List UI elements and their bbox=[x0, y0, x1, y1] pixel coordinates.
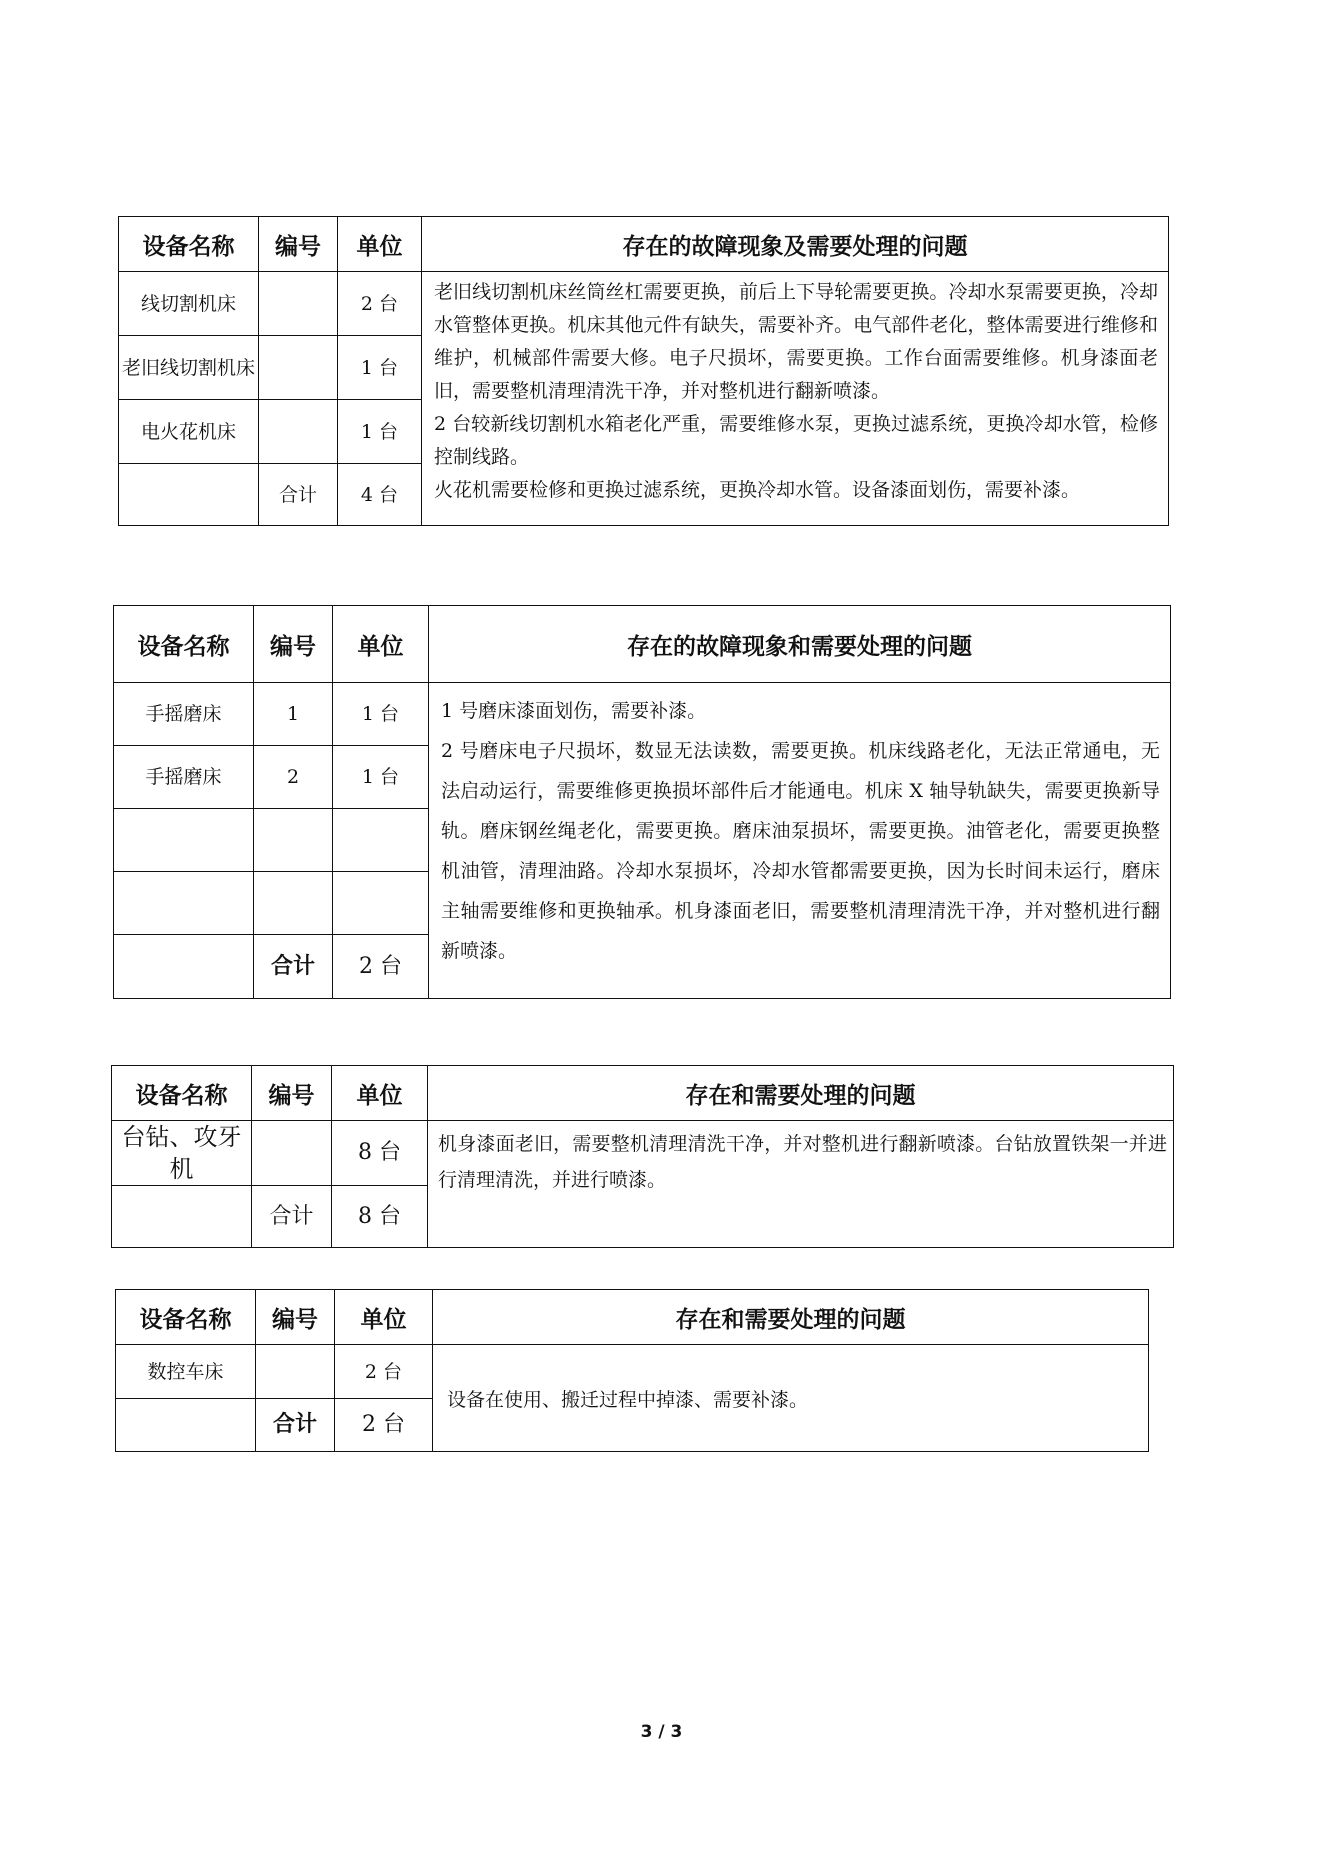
issue-paragraph: 老旧线切割机床丝筒丝杠需要更换，前后上下导轮需要更换。冷却水泵需要更换，冷却水管整体更换。机床其他元件有缺失，需要补齐。电气部件老化，整体需要进行维修和维护，机械部件需要大修。电子尺损坏，需要更换。工作台面需要维修。机身漆面老旧，需要整机清理清洗干净，并对整机进行翻新喷漆。 bbox=[434, 281, 1158, 402]
cell-number bbox=[254, 809, 333, 872]
cell-unit bbox=[333, 809, 429, 872]
cell-equipment-name: 数控车床 bbox=[116, 1345, 256, 1399]
cell-total-label: 合计 bbox=[254, 935, 333, 999]
cell-number bbox=[252, 1121, 332, 1186]
cell-total-label: 合计 bbox=[256, 1399, 335, 1452]
header-equipment-name: 设备名称 bbox=[114, 606, 254, 683]
header-number: 编号 bbox=[259, 217, 338, 272]
equipment-table-drill bbox=[111, 1065, 1174, 1248]
header-unit: 单位 bbox=[335, 1290, 433, 1345]
issues-description bbox=[433, 1345, 1149, 1452]
cell-number bbox=[259, 336, 338, 400]
cell-equipment-name bbox=[112, 1186, 252, 1248]
cell-number bbox=[259, 272, 338, 336]
cell-equipment-name: 电火花机床 bbox=[119, 400, 259, 464]
cell-equipment-name: 线切割机床 bbox=[119, 272, 259, 336]
issues-description bbox=[422, 272, 1169, 526]
issue-paragraph: 设备在使用、搬迁过程中掉漆、需要补漆。 bbox=[447, 1388, 809, 1411]
page-number: 3 / 3 bbox=[640, 1722, 683, 1742]
cell-number bbox=[256, 1345, 335, 1399]
header-issues: 存在和需要处理的问题 bbox=[433, 1290, 1149, 1345]
cell-equipment-name: 手摇磨床 bbox=[114, 746, 254, 809]
issue-paragraph: 2 台较新线切割机水箱老化严重，需要维修水泵，更换过滤系统，更换冷却水管，检修控制线路。 bbox=[434, 413, 1158, 468]
equipment-table-grinder bbox=[113, 605, 1171, 999]
cell-equipment-name: 老旧线切割机床 bbox=[119, 336, 259, 400]
cell-equipment-name bbox=[114, 935, 254, 999]
issues-description bbox=[428, 1121, 1174, 1248]
cell-number bbox=[259, 400, 338, 464]
cell-unit: 1 台 bbox=[338, 400, 422, 464]
header-unit: 单位 bbox=[338, 217, 422, 272]
cell-equipment-name bbox=[114, 872, 254, 935]
cell-total-label: 合计 bbox=[252, 1186, 332, 1248]
issue-paragraph: 机身漆面老旧，需要整机清理清洗干净，并对整机进行翻新喷漆。台钻放置铁架一并进行清理清洗，并进行喷漆。 bbox=[438, 1133, 1167, 1191]
header-issues: 存在的故障现象及需要处理的问题 bbox=[422, 217, 1169, 272]
cell-equipment-name: 手摇磨床 bbox=[114, 683, 254, 746]
cell-total-unit: 8 台 bbox=[332, 1186, 428, 1248]
header-issues: 存在和需要处理的问题 bbox=[428, 1066, 1174, 1121]
cell-total-label: 合计 bbox=[259, 464, 338, 526]
cell-unit: 1 台 bbox=[333, 683, 429, 746]
equipment-table-cnc-lathe bbox=[115, 1289, 1149, 1452]
cell-number: 1 bbox=[254, 683, 333, 746]
cell-number: 2 bbox=[254, 746, 333, 809]
issue-paragraph: 火花机需要检修和更换过滤系统，更换冷却水管。设备漆面划伤，需要补漆。 bbox=[434, 479, 1081, 501]
issue-paragraph: 1 号磨床漆面划伤，需要补漆。 bbox=[441, 700, 707, 722]
cell-equipment-name: 台钻、攻牙机 bbox=[112, 1121, 252, 1186]
cell-unit: 2 台 bbox=[338, 272, 422, 336]
cell-total-unit: 2 台 bbox=[333, 935, 429, 999]
cell-unit: 2 台 bbox=[335, 1345, 433, 1399]
equipment-table-wire-cutting bbox=[118, 216, 1169, 526]
cell-unit: 8 台 bbox=[332, 1121, 428, 1186]
header-number: 编号 bbox=[252, 1066, 332, 1121]
cell-total-unit: 4 台 bbox=[338, 464, 422, 526]
header-equipment-name: 设备名称 bbox=[112, 1066, 252, 1121]
issues-description bbox=[429, 683, 1171, 999]
header-equipment-name: 设备名称 bbox=[116, 1290, 256, 1345]
cell-unit: 1 台 bbox=[338, 336, 422, 400]
header-number: 编号 bbox=[256, 1290, 335, 1345]
header-equipment-name: 设备名称 bbox=[119, 217, 259, 272]
header-unit: 单位 bbox=[333, 606, 429, 683]
cell-unit: 1 台 bbox=[333, 746, 429, 809]
header-unit: 单位 bbox=[332, 1066, 428, 1121]
header-issues: 存在的故障现象和需要处理的问题 bbox=[429, 606, 1171, 683]
cell-number bbox=[254, 872, 333, 935]
header-number: 编号 bbox=[254, 606, 333, 683]
cell-total-unit: 2 台 bbox=[335, 1399, 433, 1452]
cell-equipment-name bbox=[119, 464, 259, 526]
cell-unit bbox=[333, 872, 429, 935]
cell-equipment-name bbox=[116, 1399, 256, 1452]
issue-paragraph: 2 号磨床电子尺损坏，数显无法读数，需要更换。机床线路老化，无法正常通电，无法启动运行，需要维修更换损坏部件后才能通电。机床 X 轴导轨缺失，需要更换新导轨。磨床钢丝绳老化，需要更换。磨床油泵损坏，需要更换。油管老化，需要更换整机油管，清理油路。冷却水泵损坏，冷却水管都需要更换，因为长时间未运行，磨床主轴需要维修和更换轴承。机身漆面老旧，需要整机清理清洗干净，并对整机进行翻新喷漆。 bbox=[441, 740, 1160, 962]
cell-equipment-name bbox=[114, 809, 254, 872]
